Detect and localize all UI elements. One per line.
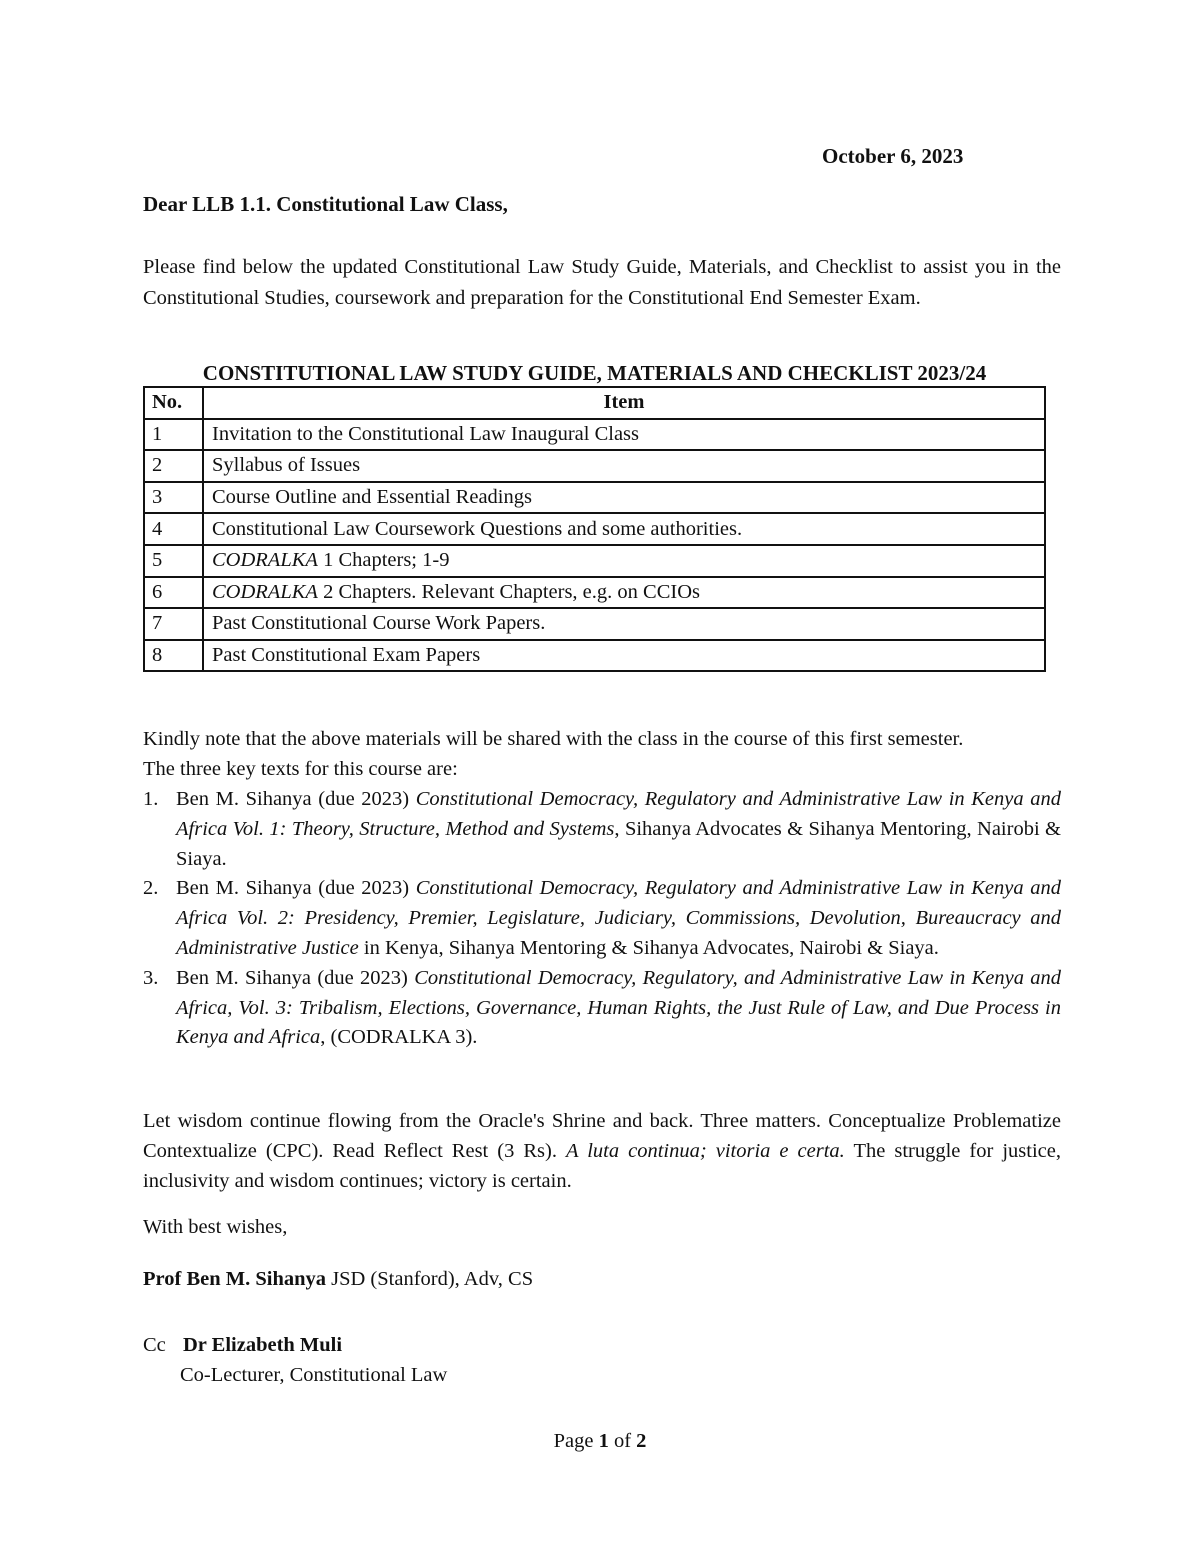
row-item-text: 2 Chapters. Relevant Chapters, e.g. on CCIOs (317, 580, 700, 603)
page-middle: of (608, 1430, 637, 1452)
table-row (144, 513, 1045, 545)
row-item (203, 640, 1045, 672)
list-item-title: Constitutional Democracy, Regulatory and Administrative Law in Kenya and Africa Vol. 1: Theory, Structure, Method and Systems (176, 788, 1061, 840)
intro-paragraph: Please find below the updated Constitutional Law Study Guide, Materials, and Checklist to assist you in the Constitutional Studies, coursework and preparation for the Constitutional End Semester Exam. (143, 256, 1061, 309)
list-item-author: Ben M. Sihanya (due 2023) (176, 877, 416, 900)
row-item (203, 577, 1045, 609)
page-number (0, 1430, 1200, 1453)
column-header-no: No. (144, 387, 203, 419)
table-row (144, 608, 1045, 640)
row-item (203, 450, 1045, 482)
list-item-title: Constitutional Democracy, Regulatory, and Administrative Law in Kenya and Africa, Vol. 3: Tribalism, Elections, Governance, Human Rights, the Just Rule of Law, and Due Process in Kenya and Africa (176, 966, 1061, 1049)
row-item-text: Past Constitutional Exam Papers (212, 644, 481, 667)
row-item-italic: CODRALKA (212, 580, 318, 603)
row-item (203, 513, 1045, 545)
row-number: 5 (144, 545, 203, 577)
signatory-name: Prof Ben M. Sihanya (143, 1268, 326, 1290)
column-header-item: Item (203, 387, 1045, 419)
row-item (203, 545, 1045, 577)
row-number: 2 (144, 450, 203, 482)
list-item (143, 964, 1061, 1053)
table-row (144, 450, 1045, 482)
closing-text-end: The struggle for justice, inclusivity and wisdom continues; victory is certain. (143, 1140, 1061, 1192)
checklist-table (143, 386, 1046, 672)
cc-block (143, 1330, 447, 1390)
materials-note-line: Kindly note that the above materials will be shared with the class in the course of this first semester. (143, 728, 964, 750)
page-current: 1 (598, 1430, 609, 1452)
signatory-credentials: JSD (Stanford), Adv, CS (326, 1268, 534, 1290)
list-item-number: 3. (143, 966, 159, 989)
closing-paragraph (143, 1106, 1061, 1196)
page-total: 2 (636, 1430, 647, 1452)
table-row (144, 577, 1045, 609)
list-item-number: 2. (143, 877, 159, 900)
cc-role: Co-Lecturer, Constitutional Law (180, 1364, 448, 1386)
greeting (143, 192, 508, 217)
list-item-author: Ben M. Sihanya (due 2023) (176, 788, 416, 810)
row-item-italic: CODRALKA (212, 549, 318, 572)
row-item-text: Constitutional Law Coursework Questions and some authorities. (212, 517, 743, 540)
row-number: 7 (144, 608, 203, 640)
row-number: 6 (144, 577, 203, 609)
table-header-row (144, 387, 1045, 419)
row-number: 1 (144, 419, 203, 451)
page-prefix: Page (553, 1430, 599, 1452)
sign-off: With best wishes, (143, 1216, 288, 1238)
row-item-text: Invitation to the Constitutional Law Inaugural Class (212, 422, 640, 445)
table-row (144, 640, 1045, 672)
table-row (144, 419, 1045, 451)
greeting-text: Dear LLB 1.1. Constitutional Law Class, (143, 192, 508, 216)
list-item-publisher: , (CODRALKA 3). (320, 1026, 478, 1049)
cc-label: Cc (143, 1334, 166, 1356)
row-number: 8 (144, 640, 203, 672)
key-texts-list (143, 785, 1061, 1053)
checklist-title: CONSTITUTIONAL LAW STUDY GUIDE, MATERIALS AND CHECKLIST 2023/24 (202, 361, 987, 385)
list-item-number: 1. (143, 788, 159, 810)
list-item-author: Ben M. Sihanya (due 2023) (176, 966, 415, 989)
list-item-title: Constitutional Democracy, Regulatory and Administrative Law in Kenya and Africa Vol. 2: Presidency, Premier, Legislature, Judiciary, Commissions, Devolution, Bureaucracy and Administrative Justice (176, 877, 1061, 959)
row-item-text: Course Outline and Essential Readings (212, 486, 532, 509)
row-item (203, 482, 1045, 514)
row-number: 3 (144, 482, 203, 514)
list-item (143, 785, 1061, 874)
list-item (143, 874, 1061, 963)
row-item (203, 419, 1045, 451)
list-item-publisher: , Sihanya Advocates & Sihanya Mentoring, Nairobi & Siaya. (176, 817, 1061, 870)
key-texts-intro: The three key texts for this course are: (143, 757, 458, 780)
table-row (144, 545, 1045, 577)
row-item-text: Past Constitutional Course Work Papers. (212, 612, 546, 635)
row-item-text: Syllabus of Issues (212, 454, 361, 477)
row-item (203, 608, 1045, 640)
cc-name: Dr Elizabeth Muli (183, 1334, 343, 1356)
row-number: 4 (144, 513, 203, 545)
materials-note (143, 725, 1061, 784)
letter-date: October 6, 2023 (822, 144, 964, 168)
closing-motto: A luta continua; vitoria e certa. (566, 1140, 845, 1162)
list-item-publisher: in Kenya, Sihanya Mentoring & Sihanya Advocates, Nairobi & Siaya. (358, 936, 939, 959)
row-item-text: 1 Chapters; 1-9 (317, 549, 450, 572)
signature-block (143, 1268, 533, 1291)
table-row (144, 482, 1045, 514)
closing-text: Let wisdom continue flowing from the Oracle's Shrine and back. Three matters. Conceptualize Problematize Contextualize (CPC). Read Reflect Rest (3 Rs). (143, 1110, 1061, 1162)
